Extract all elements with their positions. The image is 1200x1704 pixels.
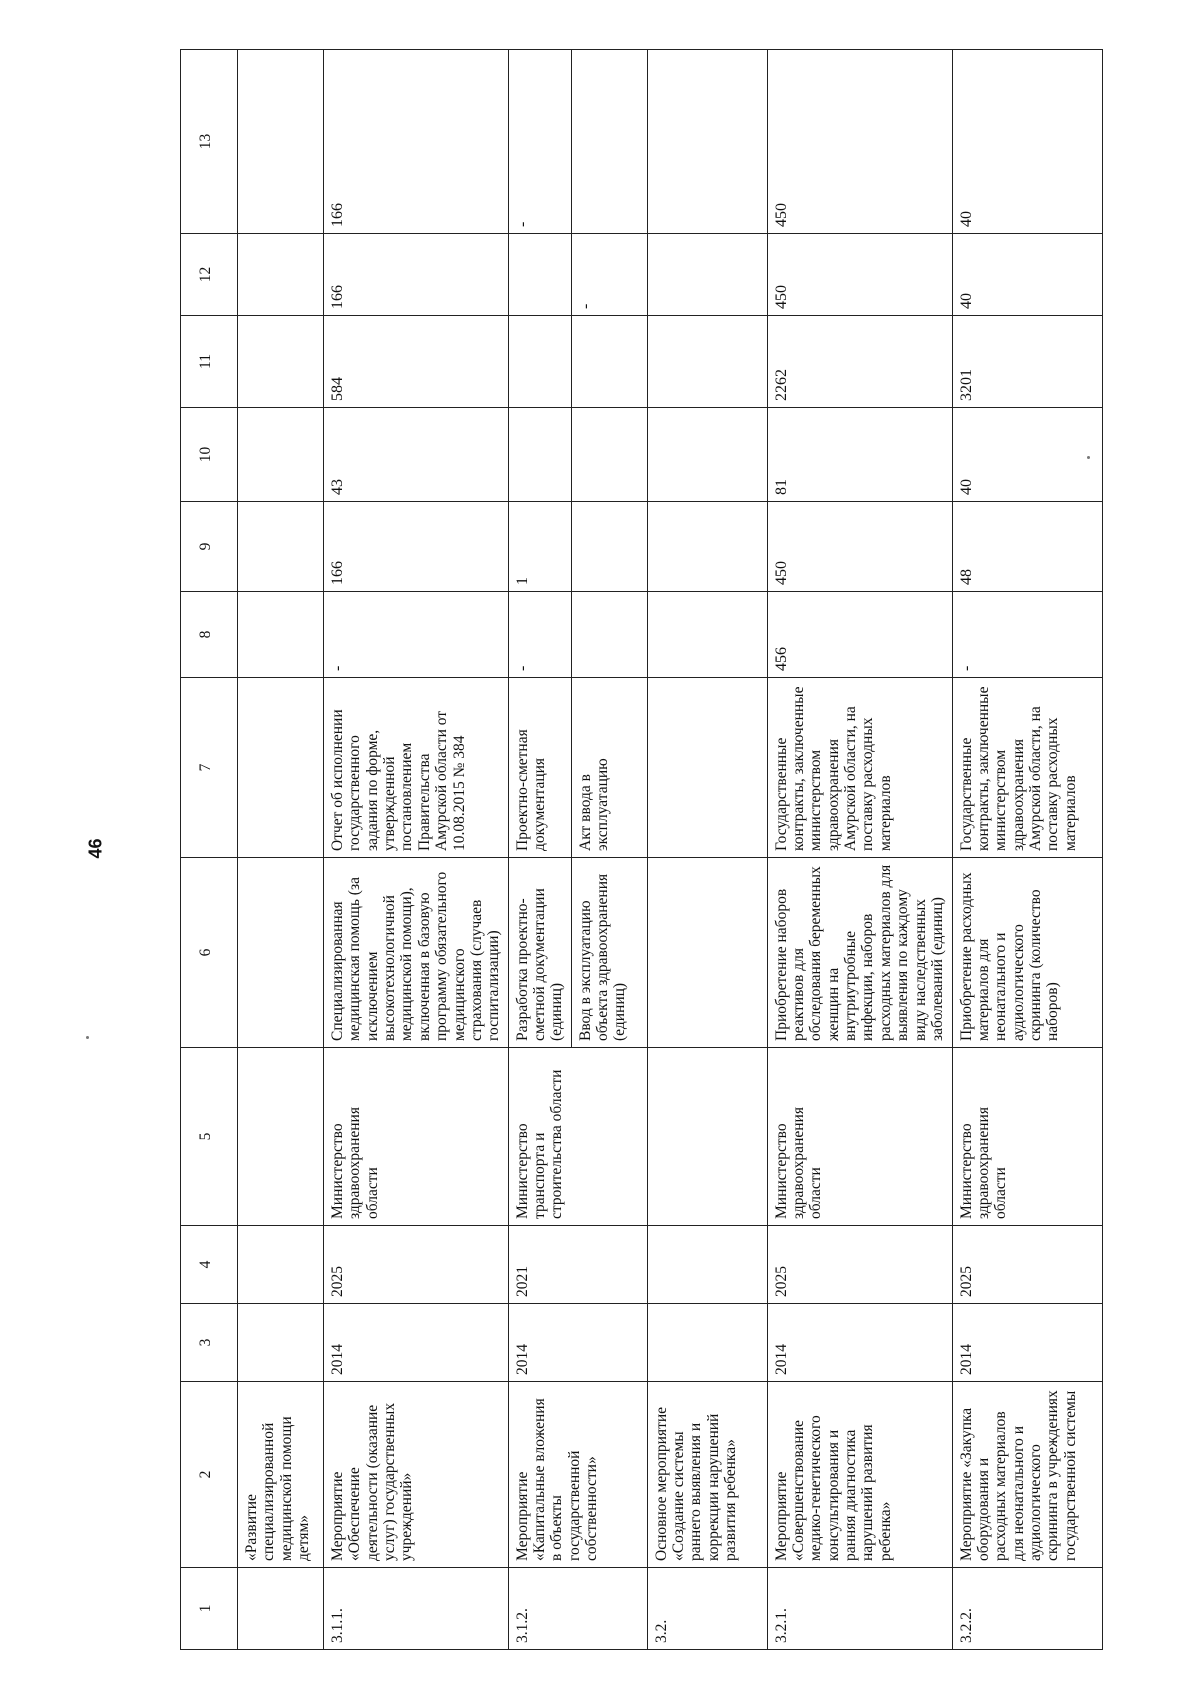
value-col11: 584 (324, 316, 509, 408)
value-col12 (508, 234, 571, 316)
value-col9 (647, 502, 767, 592)
value-col11: 3201 (952, 316, 1102, 408)
table-row (952, 50, 1102, 1650)
table-container (180, 50, 1100, 1650)
column-header: 7 (181, 678, 238, 858)
value-col8 (647, 592, 767, 678)
document (647, 678, 767, 858)
column-header: 6 (181, 858, 238, 1048)
indicator (647, 858, 767, 1048)
value-col13: - (508, 50, 571, 234)
row-code: 3.1.2. (508, 1568, 647, 1650)
indicator (238, 858, 324, 1048)
value-col13 (238, 50, 324, 234)
column-header: 10 (181, 408, 238, 502)
measures-table (180, 49, 1103, 1650)
page-number: 46 (85, 838, 106, 859)
value-col10 (508, 408, 571, 502)
value-col9: 48 (952, 502, 1102, 592)
start-year: 2014 (324, 1304, 509, 1382)
value-col10: 40 (952, 408, 1102, 502)
executor: Министерство транспорта и строительства области (508, 1048, 647, 1226)
executor: Министерство здравоохранения области (767, 1048, 952, 1226)
value-col13: 450 (767, 50, 952, 234)
value-col8: - (952, 592, 1102, 678)
executor: Министерство здравоохранения области (324, 1048, 509, 1226)
measure-name: «Развитие специализированной медицинской помощи детям» (238, 1382, 324, 1568)
measure-name: Мероприятие «Обеспечение деятельности (оказание услуг) государственных учреждений» (324, 1382, 509, 1568)
value-col8 (571, 592, 647, 678)
column-header: 13 (181, 50, 238, 234)
indicator: Специализированная медицинская помощь (за исключением высокотехнологичной медицинской помощи), включенная в базовую программу обязательного медицинского страхования (случаев госпитализации) (324, 858, 509, 1048)
table-row (238, 50, 324, 1650)
column-header: 9 (181, 502, 238, 592)
document: Государственные контракты, заключенные министерством здравоохранения Амурской области, на поставку расходных материалов (952, 678, 1102, 858)
value-col9: 166 (324, 502, 509, 592)
end-year: 2025 (767, 1226, 952, 1304)
start-year: 2014 (767, 1304, 952, 1382)
end-year (238, 1226, 324, 1304)
value-col11 (508, 316, 571, 408)
value-col10 (238, 408, 324, 502)
column-header: 11 (181, 316, 238, 408)
indicator: Приобретение расходных материалов для неонатального и аудиологического скрининга (количество наборов) (952, 858, 1102, 1048)
value-col12: - (571, 234, 647, 316)
value-col9 (238, 502, 324, 592)
indicator: Ввод в эксплуатацию объекта здравоохранения (единиц) (571, 858, 647, 1048)
value-col9 (571, 502, 647, 592)
table-row (324, 50, 509, 1650)
column-header: 3 (181, 1304, 238, 1382)
value-col8: - (508, 592, 571, 678)
end-year: 2025 (324, 1226, 509, 1304)
start-year (647, 1304, 767, 1382)
value-col13 (647, 50, 767, 234)
document: Проектно-сметная документация (508, 678, 571, 858)
start-year: 2014 (508, 1304, 647, 1382)
value-col12: 450 (767, 234, 952, 316)
scan-speck (86, 1036, 89, 1039)
measure-name: Основное мероприятие «Создание системы раннего выявления и коррекции нарушений развития ребенка» (647, 1382, 767, 1568)
table-row (508, 50, 571, 1650)
row-code: 3.2.2. (952, 1568, 1102, 1650)
end-year: 2021 (508, 1226, 647, 1304)
indicator: Приобретение наборов реактивов для обследования беременных женщин на внутриутробные инфекции, наборов расходных материалов для выявления по каждому виду наследственных заболеваний (единиц) (767, 858, 952, 1048)
value-col13: 40 (952, 50, 1102, 234)
document: Акт ввода в эксплуатацию (571, 678, 647, 858)
value-col8 (238, 592, 324, 678)
value-col12: 166 (324, 234, 509, 316)
value-col11: 2262 (767, 316, 952, 408)
column-header: 12 (181, 234, 238, 316)
executor: Министерство здравоохранения области (952, 1048, 1102, 1226)
end-year (647, 1226, 767, 1304)
column-header: 1 (181, 1568, 238, 1650)
header-row (181, 50, 238, 1650)
executor (647, 1048, 767, 1226)
row-code (238, 1568, 324, 1650)
row-code: 3.2.1. (767, 1568, 952, 1650)
value-col12 (238, 234, 324, 316)
row-code: 3.2. (647, 1568, 767, 1650)
measure-name: Мероприятие «Капитальные вложения в объекты государственной собственности» (508, 1382, 647, 1568)
column-header: 4 (181, 1226, 238, 1304)
value-col11 (571, 316, 647, 408)
value-col13 (571, 50, 647, 234)
document: Отчет об исполнении государственного задания по форме, утвержденной постановлением Правительства Амурской области от 10.08.2015 № 384 (324, 678, 509, 858)
value-col12 (647, 234, 767, 316)
value-col10: 81 (767, 408, 952, 502)
value-col11 (647, 316, 767, 408)
value-col9: 1 (508, 502, 571, 592)
column-header: 8 (181, 592, 238, 678)
measure-name: Мероприятие «Закупка оборудования и расходных материалов для неонатального и аудиологического скрининга в учреждениях государственной системы (952, 1382, 1102, 1568)
executor (238, 1048, 324, 1226)
table-row (767, 50, 952, 1650)
row-code: 3.1.1. (324, 1568, 509, 1650)
value-col9: 450 (767, 502, 952, 592)
start-year (238, 1304, 324, 1382)
value-col10: 43 (324, 408, 509, 502)
document (238, 678, 324, 858)
column-header: 2 (181, 1382, 238, 1568)
value-col10 (647, 408, 767, 502)
end-year: 2025 (952, 1226, 1102, 1304)
value-col8: - (324, 592, 509, 678)
value-col11 (238, 316, 324, 408)
value-col13: 166 (324, 50, 509, 234)
table-row (647, 50, 767, 1650)
start-year: 2014 (952, 1304, 1102, 1382)
indicator: Разработка проектно-сметной документации (единиц) (508, 858, 571, 1048)
column-header: 5 (181, 1048, 238, 1226)
value-col8: 456 (767, 592, 952, 678)
value-col12: 40 (952, 234, 1102, 316)
measure-name: Мероприятие «Совершенствование медико-генетического консультирования и ранняя диагностика нарушений развития ребенка» (767, 1382, 952, 1568)
value-col10 (571, 408, 647, 502)
document: Государственные контракты, заключенные министерством здравоохранения Амурской области, на поставку расходных материалов (767, 678, 952, 858)
